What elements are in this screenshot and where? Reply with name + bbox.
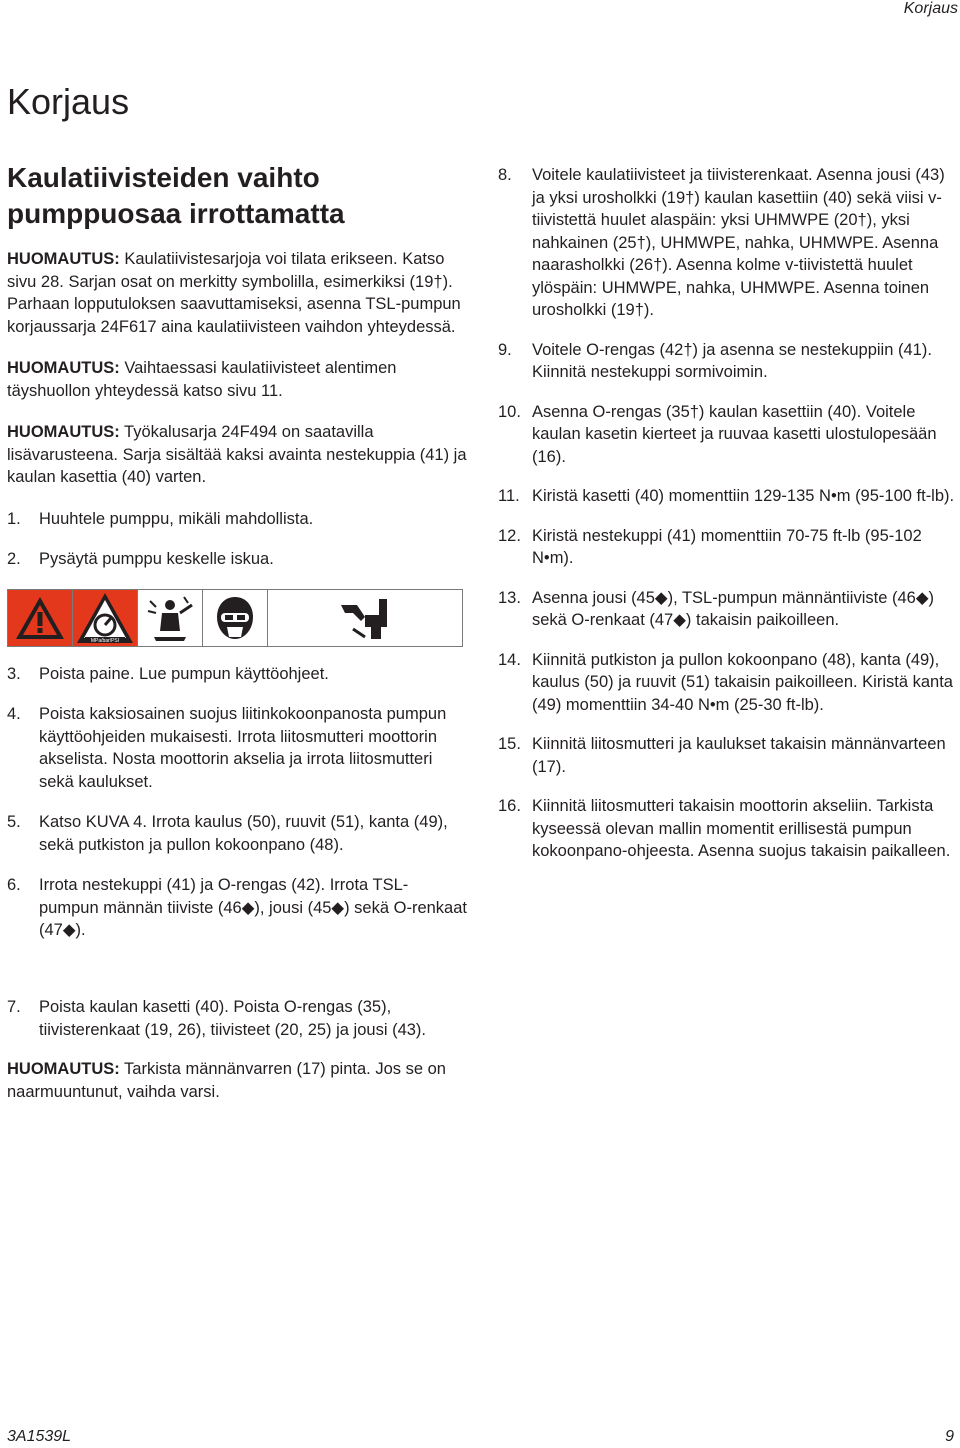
list-item: 14. Kiinnitä putkiston ja pullon kokoonpano (48), kanta (49), kaulus (50) ja ruuvit (51) takaisin paikoilleen. Kiristä kanta (49) momenttiin 34-40 N•m (25-30 ft-lb). <box>498 650 953 714</box>
document-number: 3A1539L <box>7 1428 72 1445</box>
page-title: Korjaus <box>7 81 130 122</box>
steps-list-c <box>7 996 467 1041</box>
gauge-label: MPa/bar/PSI <box>90 637 120 644</box>
warning-symbols <box>7 589 463 647</box>
face-protection-icon <box>203 590 268 646</box>
section-title: Kaulatiivisteiden vaihto pumppuosaa irrottamatta <box>7 162 345 229</box>
warning-triangle-icon <box>8 590 73 646</box>
list-item: 1. Huuhtele pumppu, mikäli mahdollista. <box>7 509 314 528</box>
list-item: 11. Kiristä kasetti (40) momenttiin 129-135 N•m (95-100 ft-lb). <box>498 487 955 505</box>
note-kits: HUOMAUTUS: Kaulatiivistesarjoja voi tilata erikseen. Katso sivu 28. Sarjan osat on merkitty symbolilla, esimerkiksi (19†). Parhaan lopputuloksen saavuttamiseksi, asenna TSL-pumpun korjaussarja 24F617 aina kaulatiivisteen vaihdon yhteydessä. <box>7 250 461 336</box>
steps-list-b <box>7 663 467 942</box>
steps-list-right <box>498 164 958 863</box>
list-item: 2. Pysäytä pumppu keskelle iskua. <box>7 550 274 568</box>
right-column <box>498 164 958 880</box>
note-toolkit: HUOMAUTUS: Työkalusarja 24F494 on saatavilla lisävarusteena. Sarja sisältää kaksi avainta nestekuppia (41) ja kaulan kasettia (40) varten. <box>7 423 467 486</box>
list-item: 5. Katso KUVA 4. Irrota kaulus (50), ruuvit (51), kanta (49), sekä putkiston ja pullon kokoonpano (48). <box>7 813 448 854</box>
list-item: 13. Asenna jousi (45◆), TSL-pumpun männäntiiviste (46◆) sekä O-renkaat (47◆) takaisin paikoilleen. <box>498 588 935 629</box>
pressure-gauge-icon <box>73 590 138 646</box>
steps-list-a <box>7 508 467 571</box>
note-piston-rod: HUOMAUTUS: Tarkista männänvarren (17) pinta. Jos se on naarmuuntunut, vaihda varsi. <box>7 1060 446 1101</box>
list-item: 9. Voitele O-rengas (42†) ja asenna se nestekuppiin (41). Kiinnitä nestekuppi sormivoimin. <box>498 340 932 381</box>
left-column <box>7 160 467 960</box>
list-item: 15. Kiinnitä liitosmutteri ja kaulukset takaisin männänvarteen (17). <box>498 735 946 776</box>
moving-parts-icon <box>268 590 462 646</box>
note-overhaul: HUOMAUTUS: Vaihtaessasi kaulatiivisteet alentimen täyshuollon yhteydessä katso sivu 11. <box>7 359 397 400</box>
list-item: 3. Poista paine. Lue pumpun käyttöohjeet. <box>7 664 329 683</box>
page-number: 9 <box>945 1428 954 1445</box>
list-item: 4. Poista kaksiosainen suojus liitinkokoonpanosta pumpun käyttöohjeiden mukaisesti. Irrota liitosmutteri moottorin akselista. Nosta moottorin akselia ja irrota liitosmutteri sekä kaulukset. <box>7 705 447 791</box>
list-item: 7. Poista kaulan kasetti (40). Poista O-rengas (35), tiivisterenkaat (19, 26), tiivisteet (20, 25) ja jousi (43). <box>7 998 427 1039</box>
list-item: 6. Irrota nestekuppi (41) ja O-rengas (42). Irrota TSL-pumpun männän tiiviste (46◆), jousi (45◆) sekä O-renkaat (47◆). <box>7 876 467 939</box>
list-item: 16. Kiinnitä liitosmutteri takaisin moottorin akseliin. Tarkista kyseessä olevan mallin momentit erillisestä pumpun kokoonpano-ohjeesta. Asenna suojus takaisin paikalleen. <box>498 797 951 860</box>
list-item: 8. Voitele kaulatiivisteet ja tiivisterenkaat. Asenna jousi (43) ja yksi urosholkki (19†) kaulan kasettiin (40) sekä viisi v-tiivistettä huulet alaspäin: yksi UHMWPE (20†), yksi nahkainen (25†), UHMWPE, nahka, UHMWPE. Asenna naarasholkki (26†). Asenna kolme v-tiivistettä huulet ylöspäin: UHMWPE, nahka, UHMWPE. Asenna toinen urosholkki (19†). <box>498 166 945 319</box>
list-item: 12. Kiristä nestekuppi (41) momenttiin 70-75 ft-lb (95-102 N•m). <box>498 526 922 567</box>
injection-hazard-icon <box>138 590 203 646</box>
list-item: 10. Asenna O-rengas (35†) kaulan kasettiin (40). Voitele kaulan kasetin kierteet ja ruuvaa kasetti ulostulopesään (16). <box>498 402 937 466</box>
running-header: Korjaus <box>903 0 958 17</box>
